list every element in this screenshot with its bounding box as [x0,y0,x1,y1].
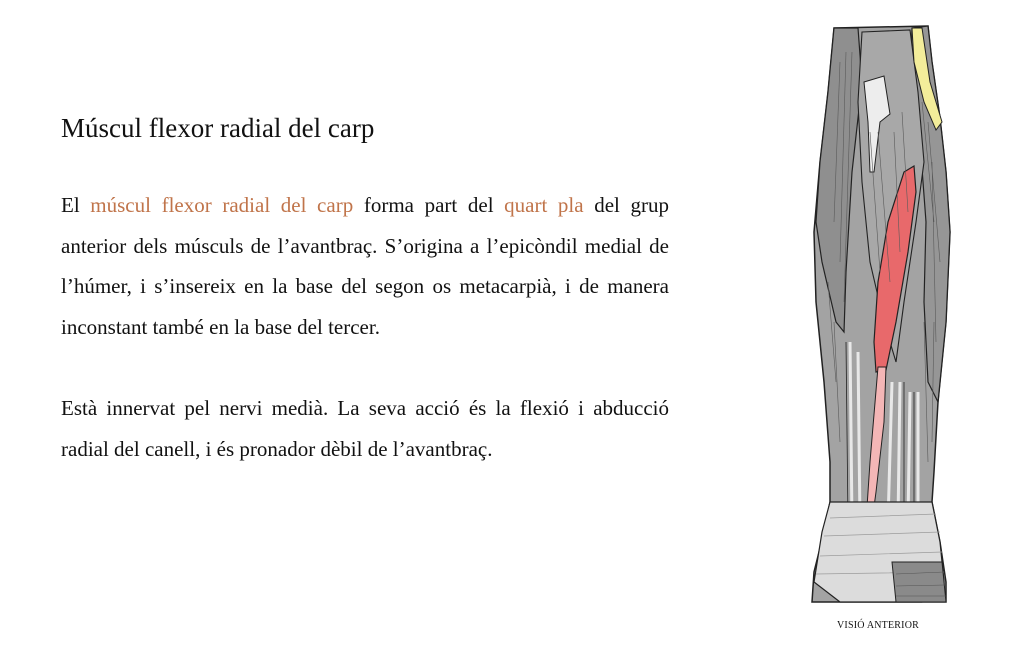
text-run: El [61,193,91,217]
figure-caption: VISIÓ ANTERIOR [837,620,919,631]
paragraph-innervation: Està innervat pel nervi medià. La seva acció és la flexió i abducció radial del canell, i és pronador dèbil de l’avantbraç. [61,396,669,461]
page-title: Múscul flexor radial del carp [61,113,375,143]
highlight-fourth-layer[interactable]: quart pla [504,193,584,217]
article [61,108,669,510]
forearm-anatomy-illustration [800,22,960,634]
highlight-muscle-name[interactable]: múscul flexor radial del carp [90,193,354,217]
text-run: forma part del [353,193,505,217]
paragraph-origin [61,185,669,347]
text-run: del grup anterior dels músculs de l’avantbraç. S’origina a l’epicòndil medial de l’húmer, i s’insereix en la base del segon os metacarpià, i de manera inconstant també en la base del tercer. [61,193,669,339]
